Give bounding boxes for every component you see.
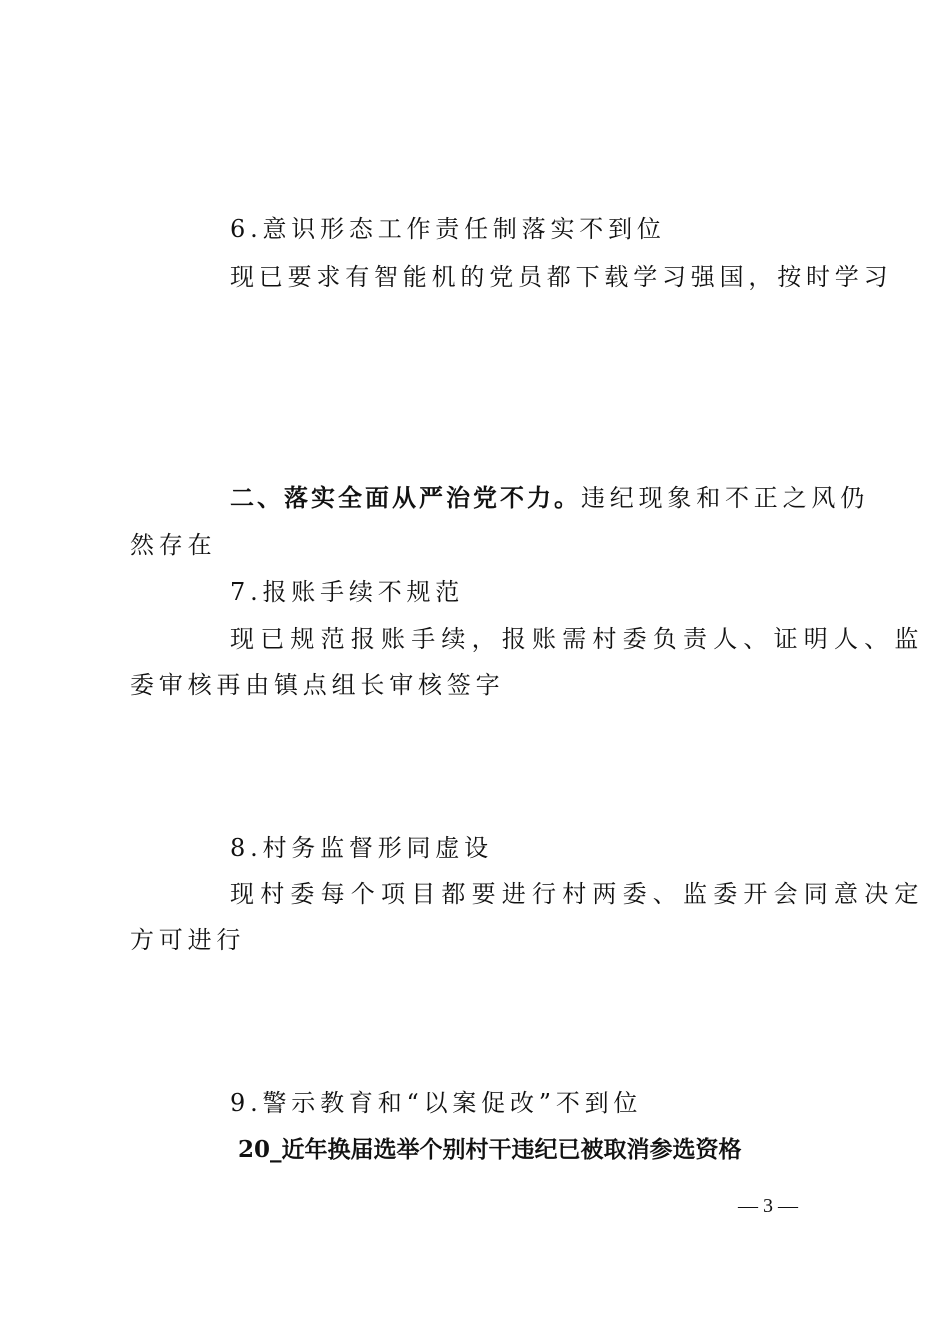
item7-text-line2: 委审核再由镇点组长审核签字 <box>130 671 505 699</box>
item7-text-line1: 现已规范报账手续，报账需村委负责人、证明人、监 <box>230 625 925 653</box>
item8-title: 8.村务监督形同虚设 <box>230 834 493 862</box>
item6-title: 6.意识形态工作责任制落实不到位 <box>230 215 666 243</box>
item6-text: 现已要求有智能机的党员都下载学习强国，按时学习 <box>230 263 893 291</box>
page-number: — 3 — <box>738 1195 798 1217</box>
item8-text-line2: 方可进行 <box>130 926 246 954</box>
item9-text: 20_近年换届选举个别村干违纪已被取消参选资格 <box>238 1136 742 1163</box>
item7-title: 7.报账手续不规范 <box>230 578 465 606</box>
item8-text-line1: 现村委每个项目都要进行村两委、监委开会同意决定 <box>230 880 925 908</box>
section2-text-line2: 然存在 <box>130 531 217 559</box>
item9-title: 9.警示教育和“以案促改”不到位 <box>230 1089 643 1117</box>
section2-text-line1: 违纪现象和不正之风仍 <box>581 484 869 512</box>
section2-heading: 二、落实全面从严治党不力。 <box>230 484 581 512</box>
section2-heading-line <box>230 481 869 515</box>
